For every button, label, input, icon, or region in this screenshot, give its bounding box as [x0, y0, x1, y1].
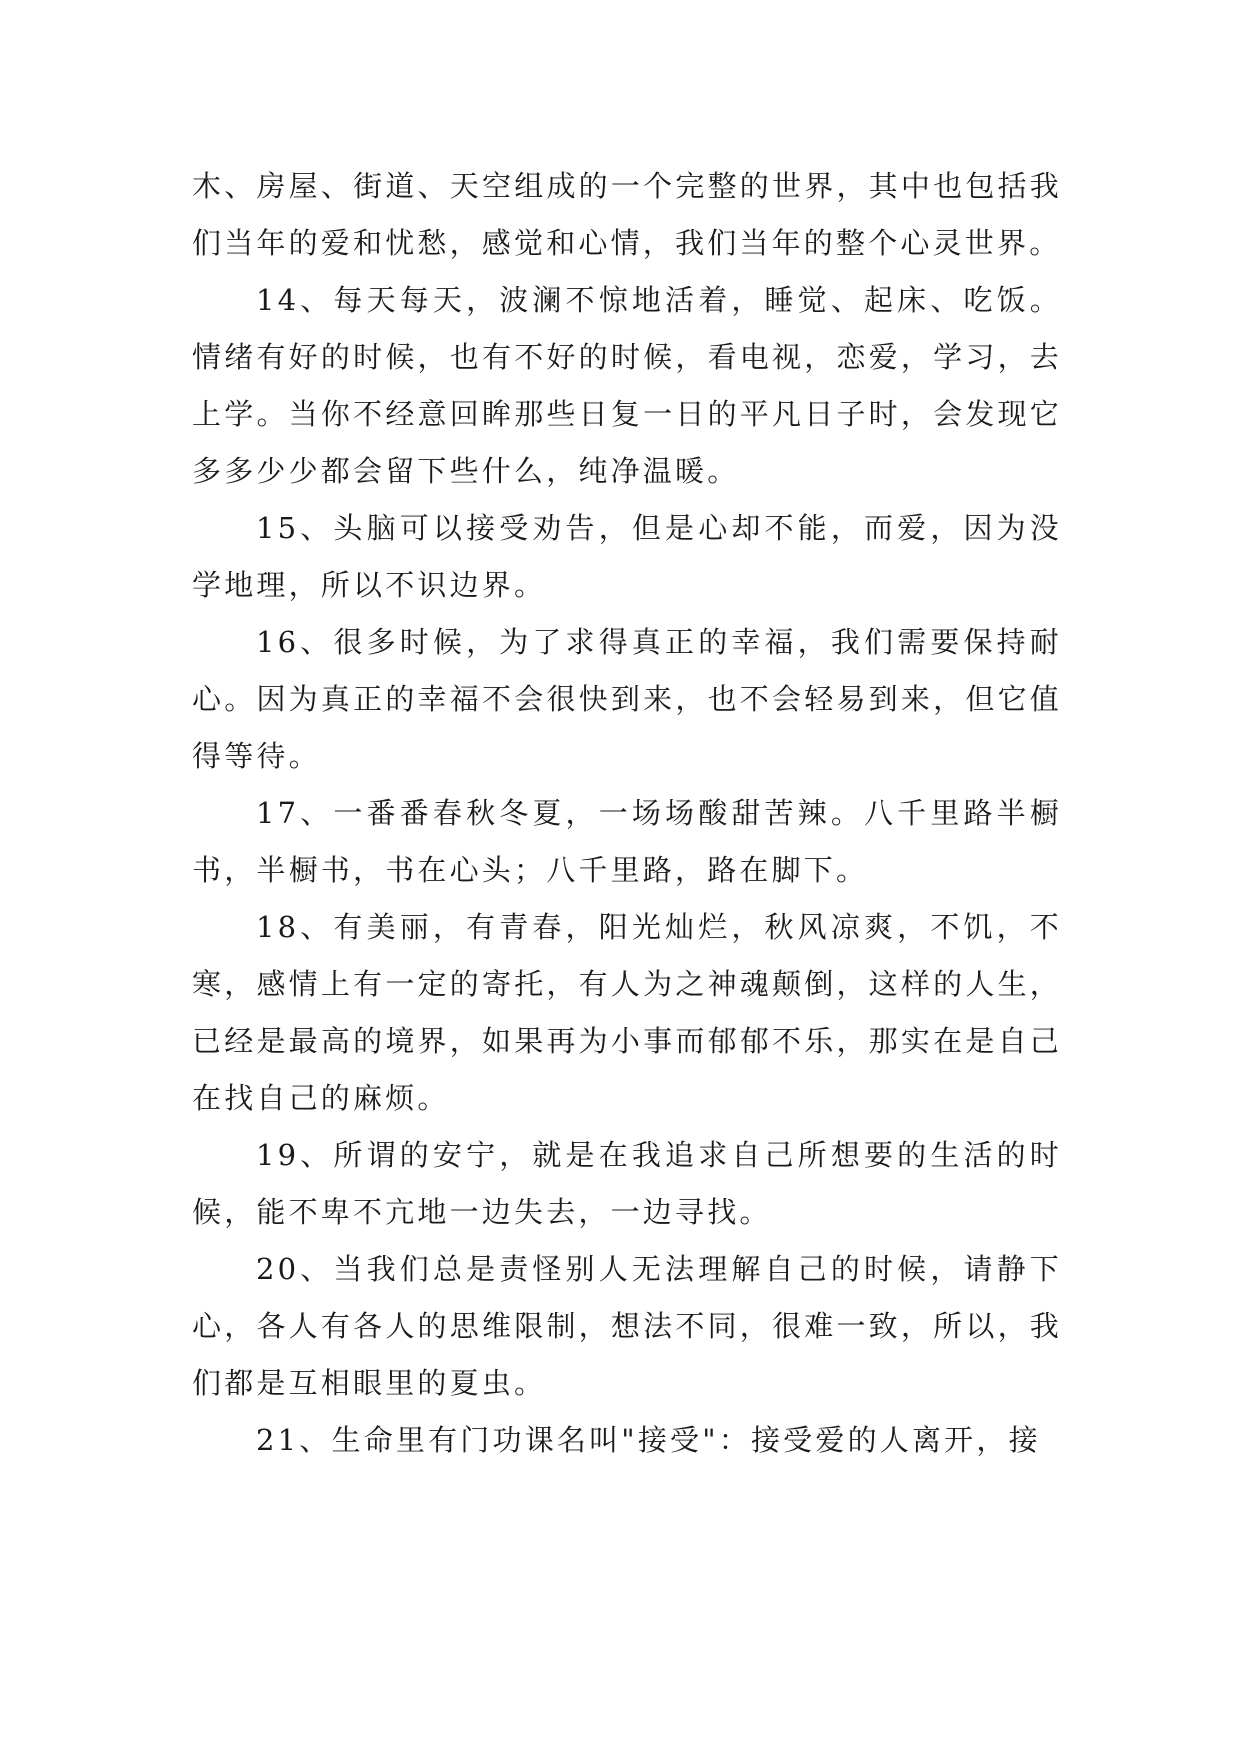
paragraph-21: 21、生命里有门功课名叫"接受"：接受爱的人离开，接	[256, 1423, 1041, 1457]
paragraph-continued: 木、房屋、街道、天空组成的一个完整的世界，其中也包括我们当年的爱和忧愁，感觉和心情，我们当年的整个心灵世界。	[192, 169, 1062, 260]
paragraph-19: 19、所谓的安宁，就是在我追求自己所想要的生活的时候，能不卑不亢地一边失去，一边寻找。	[192, 1138, 1062, 1229]
document-page	[192, 158, 1062, 1469]
paragraph-20: 20、当我们总是责怪别人无法理解自己的时候，请静下心，各人有各人的思维限制，想法不同，很难一致，所以，我们都是互相眼里的夏虫。	[192, 1252, 1062, 1400]
paragraph-17: 17、一番番春秋冬夏，一场场酸甜苦辣。八千里路半橱书，半橱书，书在心头；八千里路，路在脚下。	[192, 796, 1062, 887]
paragraph-14: 14、每天每天，波澜不惊地活着，睡觉、起床、吃饭。情绪有好的时候，也有不好的时候，看电视，恋爱，学习，去上学。当你不经意回眸那些日复一日的平凡日子时，会发现它多多少少都会留下些什么，纯净温暖。	[192, 283, 1062, 488]
paragraph-16: 16、很多时候，为了求得真正的幸福，我们需要保持耐心。因为真正的幸福不会很快到来，也不会轻易到来，但它值得等待。	[192, 625, 1062, 773]
paragraph-18: 18、有美丽，有青春，阳光灿烂，秋风凉爽，不饥，不寒，感情上有一定的寄托，有人为之神魂颠倒，这样的人生，已经是最高的境界，如果再为小事而郁郁不乐，那实在是自己在找自己的麻烦。	[192, 910, 1062, 1115]
paragraph-15: 15、头脑可以接受劝告，但是心却不能，而爱，因为没学地理，所以不识边界。	[192, 511, 1062, 602]
